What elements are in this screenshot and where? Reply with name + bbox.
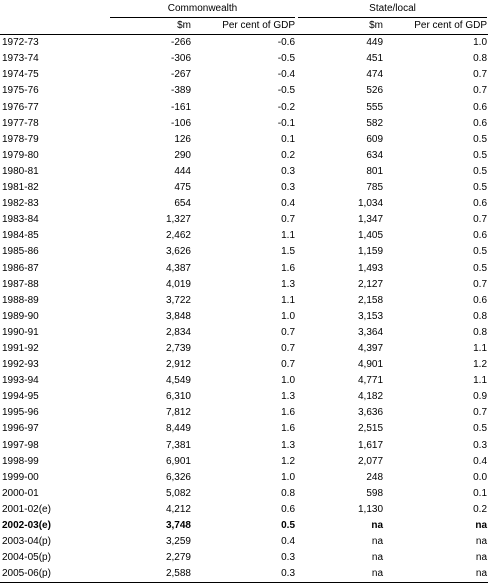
- cell-state-gdp: 1.1: [473, 342, 488, 354]
- cell-year: 1988-89: [2, 294, 39, 306]
- cell-state-gdp: 0.5: [473, 246, 488, 258]
- cell-year: 1995-96: [2, 407, 39, 419]
- cell-commonwealth-gdp: 1.0: [281, 310, 296, 322]
- cell-state-gdp: 0.8: [473, 326, 488, 338]
- table-row: [0, 566, 488, 582]
- cell-commonwealth-gdp: 1.3: [281, 439, 296, 451]
- cell-year: 1997-98: [2, 439, 39, 451]
- cell-year: 1993-94: [2, 375, 39, 387]
- cell-commonwealth-gdp: -0.6: [277, 37, 296, 49]
- cell-state-gdp: na: [475, 536, 488, 548]
- cell-state-m: 785: [366, 182, 384, 194]
- cell-state-m: 2,158: [357, 294, 384, 306]
- cell-state-m: 2,515: [357, 423, 384, 435]
- cell-commonwealth-m: -161: [170, 101, 191, 113]
- cell-state-gdp: 0.5: [473, 149, 488, 161]
- cell-commonwealth-gdp: 1.6: [281, 262, 296, 274]
- cell-commonwealth-m: 654: [174, 198, 191, 210]
- cell-state-m: 2,077: [357, 455, 384, 467]
- cell-state-m: 451: [366, 53, 384, 65]
- cell-year: 1978-79: [2, 133, 39, 145]
- cell-year: 1976-77: [2, 101, 39, 113]
- cell-year: 2004-05(p): [2, 552, 51, 564]
- cell-state-m: 1,159: [357, 246, 384, 258]
- cell-state-gdp: 0.7: [473, 85, 488, 97]
- cell-commonwealth-m: -106: [170, 117, 191, 129]
- cell-year: 1977-78: [2, 117, 39, 129]
- cell-state-gdp: 1.1: [473, 375, 488, 387]
- subheader-commonwealth-m: $m: [108, 18, 192, 35]
- cell-state-m: 4,182: [357, 391, 384, 403]
- table-body: [0, 35, 488, 583]
- cell-commonwealth-m: 3,722: [165, 294, 191, 306]
- cell-year: 1999-00: [2, 471, 39, 483]
- cell-year: 1992-93: [2, 359, 39, 371]
- cell-year: 1990-91: [2, 326, 39, 338]
- cell-state-gdp: 0.5: [473, 262, 488, 274]
- cell-commonwealth-m: 6,310: [165, 391, 191, 403]
- header-blank-cell: [0, 1, 108, 18]
- cell-commonwealth-gdp: 0.7: [281, 326, 296, 338]
- cell-state-m: 598: [366, 487, 384, 499]
- cell-commonwealth-m: 7,381: [165, 439, 191, 451]
- table-row: [0, 325, 488, 341]
- table-row: [0, 405, 488, 421]
- cell-commonwealth-m: 4,212: [165, 503, 191, 515]
- cell-commonwealth-m: 3,748: [165, 520, 191, 531]
- cell-state-m: 609: [366, 133, 384, 145]
- group-header-commonwealth: [108, 1, 296, 18]
- cell-state-m: 1,493: [357, 262, 384, 274]
- group-label-state-local: State/local: [298, 1, 487, 18]
- cell-year: 1989-90: [2, 310, 39, 322]
- cell-state-m: 555: [366, 101, 384, 113]
- table-row: [0, 357, 488, 373]
- cell-year: 1984-85: [2, 230, 39, 242]
- cell-commonwealth-gdp: 1.1: [281, 294, 296, 306]
- cell-commonwealth-m: 2,912: [165, 359, 191, 371]
- table-row: [0, 67, 488, 83]
- cell-state-m: 2,127: [357, 278, 384, 290]
- cell-commonwealth-gdp: 0.3: [281, 165, 296, 177]
- group-header-row: [0, 1, 488, 18]
- cell-commonwealth-gdp: 0.1: [281, 133, 296, 145]
- cell-state-gdp: 0.6: [473, 198, 488, 210]
- cell-state-m: 4,771: [357, 375, 384, 387]
- cell-commonwealth-gdp: 0.2: [281, 149, 296, 161]
- table-row: [0, 244, 488, 260]
- cell-commonwealth-gdp: 1.2: [281, 455, 296, 467]
- cell-commonwealth-m: 7,812: [165, 407, 191, 419]
- cell-commonwealth-m: 3,848: [165, 310, 191, 322]
- table-row: [0, 148, 488, 164]
- cell-state-m: na: [371, 520, 384, 531]
- cell-commonwealth-m: 6,326: [165, 471, 191, 483]
- cell-commonwealth-m: -389: [170, 85, 191, 97]
- cell-commonwealth-m: 6,901: [165, 455, 191, 467]
- table-row: [0, 389, 488, 405]
- table-row: [0, 454, 488, 470]
- cell-year: 1980-81: [2, 165, 39, 177]
- cell-commonwealth-gdp: 0.8: [281, 487, 296, 499]
- cell-state-m: 1,347: [357, 214, 384, 226]
- cell-state-m: 801: [366, 165, 384, 177]
- cell-commonwealth-m: 4,019: [165, 278, 191, 290]
- cell-commonwealth-gdp: 0.3: [281, 568, 296, 580]
- cell-state-gdp: 0.6: [473, 101, 488, 113]
- cell-commonwealth-m: 2,279: [165, 552, 191, 564]
- cell-commonwealth-gdp: 0.4: [281, 536, 296, 548]
- cell-state-gdp: 0.7: [473, 278, 488, 290]
- cell-commonwealth-m: -266: [170, 37, 191, 49]
- table-row: [0, 212, 488, 228]
- cell-state-gdp: 0.7: [473, 407, 488, 419]
- cell-state-gdp: 0.1: [473, 487, 488, 499]
- table-row: [0, 309, 488, 325]
- cell-year: 1994-95: [2, 391, 39, 403]
- cell-year: 1981-82: [2, 182, 39, 194]
- cell-state-m: 3,153: [357, 310, 384, 322]
- cell-commonwealth-gdp: 1.6: [281, 407, 296, 419]
- fiscal-data-table: [0, 1, 488, 582]
- cell-state-gdp: 0.5: [473, 182, 488, 194]
- cell-commonwealth-m: 2,588: [165, 568, 191, 580]
- cell-state-gdp: na: [475, 520, 488, 531]
- cell-state-m: 3,364: [357, 326, 384, 338]
- cell-state-gdp: 0.7: [473, 69, 488, 81]
- table-row: [0, 83, 488, 99]
- table-row: [0, 196, 488, 212]
- cell-commonwealth-gdp: 0.3: [281, 182, 296, 194]
- cell-commonwealth-gdp: 1.0: [281, 375, 296, 387]
- cell-state-gdp: 0.2: [473, 503, 488, 515]
- cell-commonwealth-gdp: 1.5: [281, 246, 296, 258]
- cell-commonwealth-gdp: 1.6: [281, 423, 296, 435]
- cell-state-m: 3,636: [357, 407, 384, 419]
- cell-state-m: 4,397: [357, 342, 384, 354]
- cell-state-gdp: 0.9: [473, 391, 488, 403]
- cell-state-gdp: 0.5: [473, 423, 488, 435]
- subheader-blank-cell: [0, 18, 108, 35]
- table-row: [0, 100, 488, 116]
- cell-state-gdp: 0.6: [473, 117, 488, 129]
- table-row: [0, 341, 488, 357]
- cell-commonwealth-m: 3,626: [165, 246, 191, 258]
- table-row: [0, 438, 488, 454]
- cell-year: 1991-92: [2, 342, 39, 354]
- cell-state-gdp: 0.6: [473, 230, 488, 242]
- table-row: [0, 277, 488, 293]
- cell-commonwealth-m: 8,449: [165, 423, 191, 435]
- cell-year: 2001-02(e): [2, 503, 51, 515]
- cell-commonwealth-gdp: 0.6: [281, 503, 296, 515]
- cell-state-m: 248: [366, 471, 384, 483]
- cell-state-m: 474: [366, 69, 384, 81]
- cell-state-m: 582: [366, 117, 384, 129]
- cell-year: 1998-99: [2, 455, 39, 467]
- cell-state-gdp: 0.3: [473, 439, 488, 451]
- cell-state-gdp: 0.8: [473, 310, 488, 322]
- table-row: [0, 261, 488, 277]
- cell-commonwealth-m: -306: [170, 53, 191, 65]
- cell-year: 1973-74: [2, 53, 39, 65]
- cell-commonwealth-m: 4,549: [165, 375, 191, 387]
- cell-state-m: 526: [366, 85, 384, 97]
- table-row: [0, 502, 488, 518]
- table-row: [0, 164, 488, 180]
- table-row: [0, 35, 488, 52]
- cell-state-m: 449: [366, 37, 384, 49]
- subheader-state-gdp: Per cent of GDP: [384, 18, 488, 35]
- cell-state-gdp: 1.0: [473, 37, 488, 49]
- subheader-row: [0, 18, 488, 35]
- cell-commonwealth-m: 290: [174, 149, 191, 161]
- cell-state-m: na: [371, 568, 384, 580]
- table-row: [0, 550, 488, 566]
- cell-state-gdp: na: [475, 552, 488, 564]
- cell-state-gdp: 0.4: [473, 455, 488, 467]
- table-row: [0, 534, 488, 550]
- subheader-state-m: $m: [296, 18, 384, 35]
- cell-commonwealth-m: 2,834: [165, 326, 191, 338]
- cell-commonwealth-m: 3,259: [165, 536, 191, 548]
- cell-state-m: na: [371, 536, 384, 548]
- cell-commonwealth-m: 444: [174, 165, 191, 177]
- cell-commonwealth-m: 4,387: [165, 262, 191, 274]
- cell-commonwealth-gdp: 0.5: [281, 520, 296, 531]
- cell-state-gdp: 0.6: [473, 294, 488, 306]
- cell-commonwealth-m: 475: [174, 182, 191, 194]
- cell-state-gdp: na: [475, 568, 488, 580]
- cell-year: 1974-75: [2, 69, 39, 81]
- cell-year: 1972-73: [2, 37, 39, 49]
- cell-year: 1975-76: [2, 85, 39, 97]
- cell-state-m: 1,405: [357, 230, 384, 242]
- table-row: [0, 373, 488, 389]
- cell-year: 1985-86: [2, 246, 39, 258]
- cell-state-gdp: 0.5: [473, 165, 488, 177]
- cell-commonwealth-m: 5,082: [165, 487, 191, 499]
- cell-state-m: 1,034: [357, 198, 384, 210]
- cell-commonwealth-gdp: 0.7: [281, 359, 296, 371]
- table-row: [0, 180, 488, 196]
- cell-commonwealth-gdp: 1.3: [281, 278, 296, 290]
- table-row: [0, 293, 488, 309]
- table-row: [0, 51, 488, 67]
- cell-commonwealth-gdp: -0.4: [277, 69, 296, 81]
- cell-year: 2002-03(e): [2, 520, 51, 531]
- group-label-commonwealth: Commonwealth: [110, 1, 295, 18]
- cell-year: 1982-83: [2, 198, 39, 210]
- group-header-state-local: [296, 1, 488, 18]
- cell-commonwealth-gdp: 0.7: [281, 214, 296, 226]
- cell-commonwealth-gdp: -0.2: [277, 101, 296, 113]
- cell-year: 2000-01: [2, 487, 39, 499]
- cell-commonwealth-m: 2,462: [165, 230, 191, 242]
- cell-commonwealth-m: 126: [174, 133, 191, 145]
- cell-year: 1996-97: [2, 423, 39, 435]
- cell-state-m: 634: [366, 149, 384, 161]
- cell-commonwealth-gdp: -0.5: [277, 53, 296, 65]
- cell-state-m: 1,130: [357, 503, 384, 515]
- table-row: [0, 518, 488, 534]
- table-row: [0, 421, 488, 437]
- cell-commonwealth-m: 2,739: [165, 342, 191, 354]
- cell-state-m: 1,617: [357, 439, 384, 451]
- cell-state-m: 4,901: [357, 359, 384, 371]
- cell-year: 1987-88: [2, 278, 39, 290]
- table-row: [0, 486, 488, 502]
- cell-commonwealth-gdp: 0.7: [281, 342, 296, 354]
- cell-state-gdp: 0.7: [473, 214, 488, 226]
- cell-year: 2003-04(p): [2, 536, 51, 548]
- table-row: [0, 228, 488, 244]
- cell-commonwealth-m: 1,327: [165, 214, 191, 226]
- cell-state-gdp: 0.0: [473, 471, 488, 483]
- cell-state-m: na: [371, 552, 384, 564]
- table-row: [0, 132, 488, 148]
- cell-year: 1983-84: [2, 214, 39, 226]
- cell-commonwealth-gdp: 0.3: [281, 552, 296, 564]
- cell-state-gdp: 1.2: [473, 359, 488, 371]
- cell-commonwealth-m: -267: [170, 69, 191, 81]
- cell-commonwealth-gdp: -0.1: [277, 117, 296, 129]
- cell-state-gdp: 0.8: [473, 53, 488, 65]
- cell-commonwealth-gdp: 1.3: [281, 391, 296, 403]
- subheader-commonwealth-gdp: Per cent of GDP: [192, 18, 296, 35]
- cell-state-gdp: 0.5: [473, 133, 488, 145]
- cell-year: 1986-87: [2, 262, 39, 274]
- table-row: [0, 470, 488, 486]
- cell-commonwealth-gdp: 1.0: [281, 471, 296, 483]
- cell-year: 2005-06(p): [2, 568, 51, 580]
- cell-commonwealth-gdp: 1.1: [281, 230, 296, 242]
- table-row: [0, 116, 488, 132]
- cell-commonwealth-gdp: 0.4: [281, 198, 296, 210]
- cell-commonwealth-gdp: -0.5: [277, 85, 296, 97]
- cell-year: 1979-80: [2, 149, 39, 161]
